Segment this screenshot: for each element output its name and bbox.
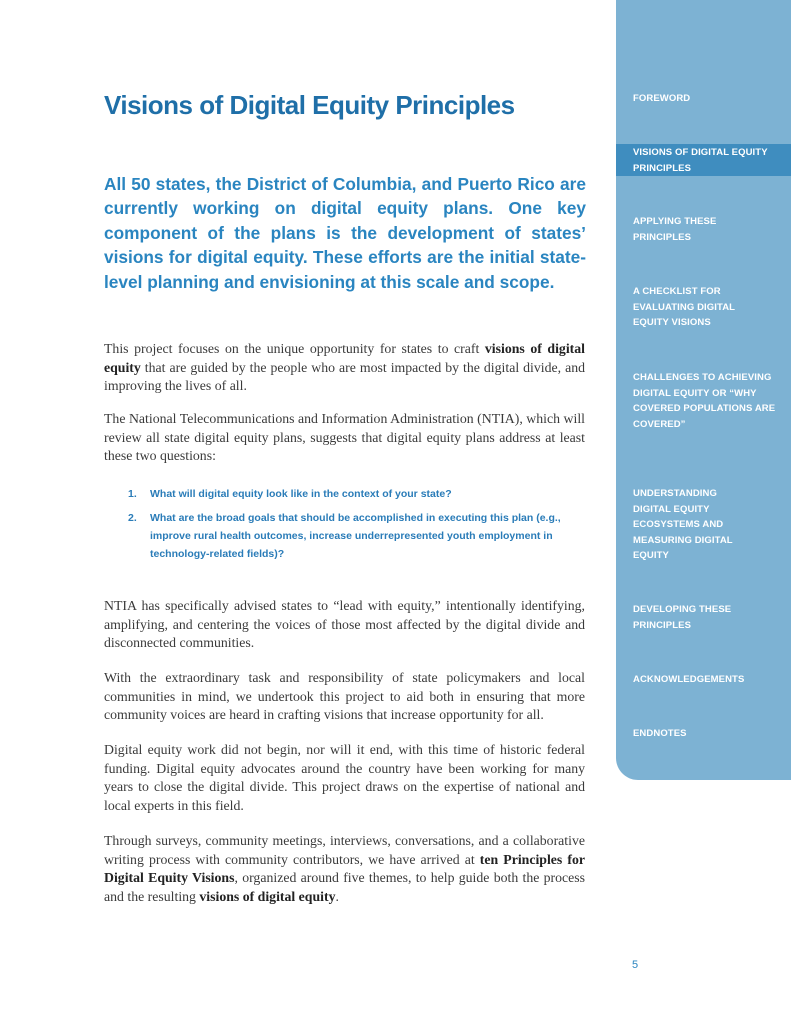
sidebar-nav — [616, 0, 791, 780]
sidebar-item-acknowledgements[interactable]: ACKNOWLEDGEMENTS — [633, 674, 745, 685]
body-paragraph-6: Through surveys, community meetings, interviews, conversations, and a collaborative writing process with community contributors, we have arrived at ten Principles for Digital Equity Visions, organized around five themes, to help guide both the process and the resulting visions of digital equity. — [104, 833, 586, 904]
page-number: 5 — [632, 959, 639, 971]
sidebar-item-understanding[interactable]: UNDERSTANDING DIGITAL EQUITY ECOSYSTEMS AND MEASURING DIGITAL EQUITY — [633, 488, 733, 561]
emphasis-ten-principles: ten Principles for Digital Equity Visions — [104, 851, 586, 885]
sidebar-item-applying[interactable]: APPLYING THESE PRINCIPLES — [633, 216, 717, 243]
sidebar-item-challenges[interactable]: CHALLENGES TO ACHIEVING DIGITAL EQUITY OR “WHY COVERED POPULATIONS ARE COVERED” — [633, 372, 776, 430]
page-title: Visions of Digital Equity Principles — [104, 90, 515, 120]
emphasis-visions: visions of digital equity — [104, 341, 585, 375]
question-list — [104, 485, 585, 569]
sidebar-item-foreword[interactable]: FOREWORD — [633, 93, 691, 104]
sidebar-item-endnotes[interactable]: ENDNOTES — [633, 728, 687, 739]
body-paragraph-4: With the extraordinary task and responsibility of state policymakers and local communities in mind, we undertook this project to aid both in ensuring that more community voices are heard in crafting visions that increase opportunity for all. — [104, 670, 585, 722]
question-item-2: 2. What are the broad goals that should be accomplished in executing this plan (e.g., improve rural health outcomes, increase underrepresented youth employment in technology-related fields)? — [128, 512, 561, 560]
lead-paragraph: All 50 states, the District of Columbia, and Puerto Rico are currently working on digital equity plans. One key component of the plans is the development of states’ visions for digital equity. These efforts are the initial state-level planning and envisioning at this scale and scope. — [104, 174, 586, 292]
sidebar-item-checklist[interactable]: A CHECKLIST FOR EVALUATING DIGITAL EQUITY VISIONS — [633, 286, 735, 328]
emphasis-visions-2: visions of digital equity — [199, 888, 336, 904]
body-paragraph-1: This project focuses on the unique opportunity for states to craft visions of digital equity that are guided by the people who are most impacted by the digital divide, and improving the lives of all. — [104, 341, 585, 393]
question-item-1: 1. What will digital equity look like in the context of your state? — [128, 488, 452, 500]
body-paragraph-2: The National Telecommunications and Information Administration (NTIA), which will review all state digital equity plans, suggests that digital equity plans address at least these two questions: — [104, 411, 585, 463]
sidebar-item-developing[interactable]: DEVELOPING THESE PRINCIPLES — [633, 604, 732, 631]
sidebar-item-visions[interactable]: VISIONS OF DIGITAL EQUITY PRINCIPLES — [616, 144, 791, 176]
body-paragraph-5: Digital equity work did not begin, nor will it end, with this time of historic federal funding. Digital equity advocates around the country have been working for many years to close the digital divide. This project draws on the expertise of national and local experts in this field. — [104, 742, 585, 813]
body-paragraph-3: NTIA has specifically advised states to “lead with equity,” intentionally identifying, amplifying, and centering the voices of those most affected by the digital divide and disconnected communities. — [104, 598, 585, 650]
